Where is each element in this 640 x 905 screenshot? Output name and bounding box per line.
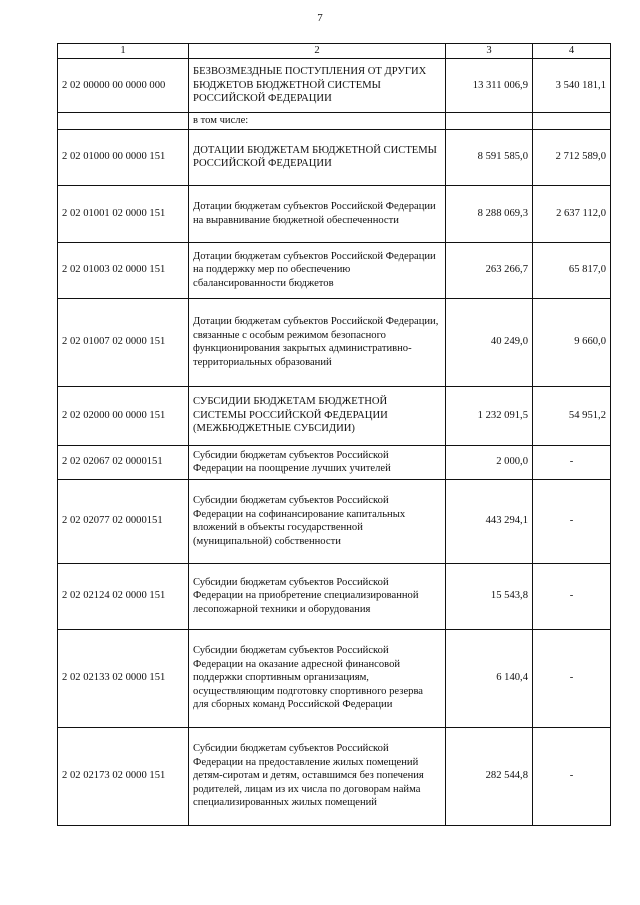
- revenue-name-cell: Дотации бюджетам субъектов Российской Федерации на выравнивание бюджетной обеспеченности: [189, 185, 446, 242]
- amount-col3-cell: 15 543,8: [446, 563, 533, 629]
- revenue-name-cell: Субсидии бюджетам субъектов Российской Федерации на поощрение лучших учителей: [189, 445, 446, 479]
- amount-col4-cell: -: [533, 445, 611, 479]
- column-header-1: 1: [58, 44, 189, 59]
- column-header-2: 2: [189, 44, 446, 59]
- table-row: [58, 242, 611, 298]
- amount-col4-cell: [533, 113, 611, 130]
- revenue-name-cell: Субсидии бюджетам субъектов Российской Федерации на приобретение специализированной лесопожарной техники и оборудования: [189, 563, 446, 629]
- table-row: [58, 298, 611, 386]
- column-number-header-row: [58, 44, 611, 59]
- amount-col4-cell: -: [533, 479, 611, 563]
- revenue-name-cell: Субсидии бюджетам субъектов Российской Федерации на софинансирование капитальных вложений в объекты государственной (муниципальной) собственности: [189, 479, 446, 563]
- revenue-name-cell: Субсидии бюджетам субъектов Российской Федерации на оказание адресной финансовой поддержки спортивным организациям, осуществляющим подготовку спортивного резерва для сборных команд Российской Федерации: [189, 629, 446, 727]
- column-header-4: 4: [533, 44, 611, 59]
- revenue-name-cell: Дотации бюджетам субъектов Российской Федерации, связанные с особым режимом безопасного функционирования закрытых административно-территориальных образований: [189, 298, 446, 386]
- amount-col3-cell: 8 288 069,3: [446, 185, 533, 242]
- budget-code-cell: 2 02 02173 02 0000 151: [58, 727, 189, 825]
- table-row: [58, 59, 611, 113]
- amount-col3-cell: 282 544,8: [446, 727, 533, 825]
- amount-col4-cell: 9 660,0: [533, 298, 611, 386]
- budget-code-cell: [58, 113, 189, 130]
- amount-col4-cell: 65 817,0: [533, 242, 611, 298]
- amount-col4-cell: -: [533, 629, 611, 727]
- budget-code-cell: 2 02 00000 00 0000 000: [58, 59, 189, 113]
- budget-code-cell: 2 02 02000 00 0000 151: [58, 386, 189, 445]
- budget-code-cell: 2 02 01003 02 0000 151: [58, 242, 189, 298]
- amount-col4-cell: 2 637 112,0: [533, 185, 611, 242]
- table-row: [58, 479, 611, 563]
- table-row: [58, 445, 611, 479]
- amount-col4-cell: -: [533, 727, 611, 825]
- budget-code-cell: 2 02 01001 02 0000 151: [58, 185, 189, 242]
- table-row: [58, 727, 611, 825]
- budget-code-cell: 2 02 02124 02 0000 151: [58, 563, 189, 629]
- revenue-name-cell: СУБСИДИИ БЮДЖЕТАМ БЮДЖЕТНОЙ СИСТЕМЫ РОССИЙСКОЙ ФЕДЕРАЦИИ (МЕЖБЮДЖЕТНЫЕ СУБСИДИИ): [189, 386, 446, 445]
- budget-code-cell: 2 02 02077 02 0000151: [58, 479, 189, 563]
- budget-code-cell: 2 02 02067 02 0000151: [58, 445, 189, 479]
- revenue-name-cell: в том числе:: [189, 113, 446, 130]
- table-row: [58, 563, 611, 629]
- table-row: [58, 629, 611, 727]
- amount-col3-cell: 40 249,0: [446, 298, 533, 386]
- amount-col3-cell: 6 140,4: [446, 629, 533, 727]
- amount-col3-cell: [446, 113, 533, 130]
- amount-col3-cell: 443 294,1: [446, 479, 533, 563]
- budget-code-cell: 2 02 02133 02 0000 151: [58, 629, 189, 727]
- amount-col3-cell: 1 232 091,5: [446, 386, 533, 445]
- amount-col3-cell: 8 591 585,0: [446, 129, 533, 185]
- budget-code-cell: 2 02 01007 02 0000 151: [58, 298, 189, 386]
- amount-col4-cell: 54 951,2: [533, 386, 611, 445]
- revenue-name-cell: ДОТАЦИИ БЮДЖЕТАМ БЮДЖЕТНОЙ СИСТЕМЫ РОССИЙСКОЙ ФЕДЕРАЦИИ: [189, 129, 446, 185]
- amount-col4-cell: 3 540 181,1: [533, 59, 611, 113]
- column-header-3: 3: [446, 44, 533, 59]
- amount-col3-cell: 263 266,7: [446, 242, 533, 298]
- table-row: [58, 185, 611, 242]
- revenue-name-cell: Субсидии бюджетам субъектов Российской Федерации на предоставление жилых помещений детям-сиротам и детям, оставшимся без попечения родителей, лицам из их числа по договорам найма специализированных жилых помещений: [189, 727, 446, 825]
- page-number: 7: [317, 12, 323, 24]
- budget-revenue-table: [57, 43, 611, 826]
- revenue-name-cell: Дотации бюджетам субъектов Российской Федерации на поддержку мер по обеспечению сбалансированности бюджетов: [189, 242, 446, 298]
- revenue-name-cell: БЕЗВОЗМЕЗДНЫЕ ПОСТУПЛЕНИЯ ОТ ДРУГИХ БЮДЖЕТОВ БЮДЖЕТНОЙ СИСТЕМЫ РОССИЙСКОЙ ФЕДЕРАЦИИ: [189, 59, 446, 113]
- table-row: [58, 113, 611, 130]
- table-row: [58, 386, 611, 445]
- budget-code-cell: 2 02 01000 00 0000 151: [58, 129, 189, 185]
- amount-col3-cell: 2 000,0: [446, 445, 533, 479]
- table-row: [58, 129, 611, 185]
- amount-col3-cell: 13 311 006,9: [446, 59, 533, 113]
- amount-col4-cell: 2 712 589,0: [533, 129, 611, 185]
- amount-col4-cell: -: [533, 563, 611, 629]
